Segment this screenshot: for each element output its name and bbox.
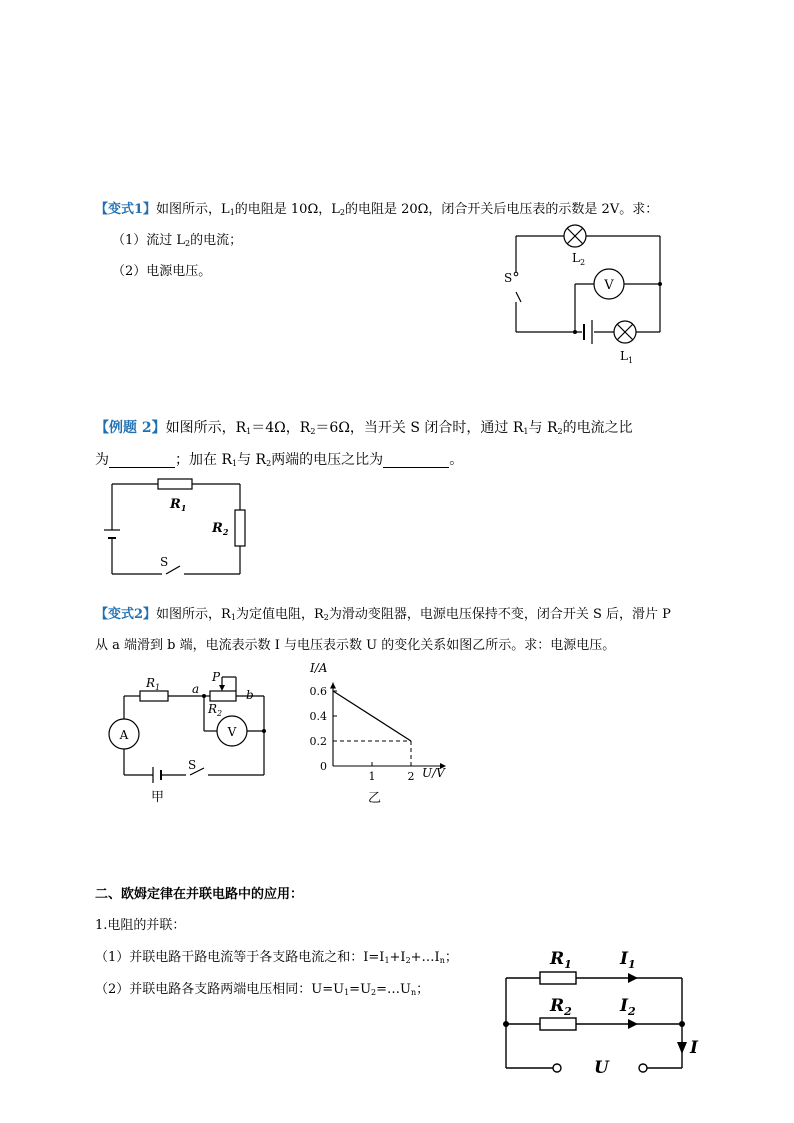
text: 的电流之比 bbox=[562, 420, 633, 436]
r1-label: $R_1$ bbox=[146, 676, 161, 692]
text: 两端的电压之比为 bbox=[271, 452, 384, 468]
sub: 1 bbox=[230, 613, 236, 622]
text: 为 bbox=[95, 452, 109, 468]
sub: 2 bbox=[266, 459, 272, 468]
text: 为定值电阻，R bbox=[235, 607, 324, 622]
voltmeter-label: V bbox=[227, 725, 237, 739]
current-arrow-icon bbox=[677, 1042, 687, 1054]
x-tick-label: 1 bbox=[368, 770, 376, 783]
r1-label: $R_1$ bbox=[550, 949, 572, 971]
series-line bbox=[333, 691, 411, 741]
switch-label: S bbox=[504, 271, 513, 285]
text: （2）并联电路各支路两端电压相同：U=U bbox=[95, 982, 345, 997]
text: =U bbox=[349, 982, 372, 997]
variant1-question-2: （2）电源电压。 bbox=[112, 264, 212, 279]
example2-line-2 bbox=[95, 452, 463, 468]
sub: 1 bbox=[246, 427, 252, 436]
terminal-icon bbox=[639, 1064, 647, 1072]
sub: n bbox=[410, 988, 417, 997]
current-arrow-icon bbox=[628, 973, 638, 983]
end-b-label: b bbox=[246, 688, 254, 702]
text: 如图所示，R bbox=[165, 420, 247, 436]
sub: 1 bbox=[232, 459, 238, 468]
section2-subheading: 1.电阻的并联： bbox=[95, 918, 186, 933]
r1-label: $R_1$ bbox=[170, 497, 187, 513]
text: 为滑动变阻器，电源电压保持不变，闭合开关 S 后，滑片 P bbox=[328, 607, 671, 622]
y-tick-label: 0.4 bbox=[309, 710, 327, 723]
variant1-circuit-diagram bbox=[496, 222, 672, 367]
answer-blank-1[interactable] bbox=[109, 454, 175, 468]
voltmeter-label: V bbox=[604, 278, 614, 293]
switch-label: S bbox=[188, 758, 197, 772]
sub: 2 bbox=[557, 427, 563, 436]
variant2-tag: 【变式2】 bbox=[95, 607, 157, 622]
end-a-label: a bbox=[192, 682, 200, 696]
r2-label: $R_2$ bbox=[208, 702, 223, 718]
current-arrow-icon bbox=[628, 1019, 638, 1029]
slider-p-label: P bbox=[212, 670, 221, 684]
example2-tag: 【例题 2】 bbox=[95, 420, 166, 436]
variant2-circuit-diagram bbox=[104, 665, 280, 805]
junction-dot bbox=[262, 729, 266, 733]
text: 如图所示，R bbox=[156, 607, 231, 622]
lamp-l2-label: $L_2$ bbox=[572, 251, 586, 267]
answer-blank-2[interactable] bbox=[383, 454, 449, 468]
figure-caption-yi: 乙 bbox=[368, 791, 382, 806]
figure-caption-jia: 甲 bbox=[151, 790, 165, 805]
i-label: I bbox=[690, 1038, 698, 1058]
sub: 1 bbox=[523, 427, 529, 436]
lamp-l1-icon bbox=[614, 321, 636, 343]
text: ＝4Ω，R bbox=[251, 420, 311, 436]
terminal-icon bbox=[553, 1064, 561, 1072]
junction-dot bbox=[202, 694, 206, 698]
example2-line-1 bbox=[95, 420, 633, 436]
ammeter-label: A bbox=[119, 728, 129, 742]
y-tick-label: 0.2 bbox=[309, 735, 327, 748]
text: +…I bbox=[410, 950, 440, 965]
junction-dot bbox=[679, 1021, 685, 1027]
lamp-l2-icon bbox=[564, 225, 586, 247]
r2-label: $R_2$ bbox=[212, 521, 229, 537]
slider-arrow-icon bbox=[219, 685, 225, 691]
text: ； bbox=[444, 950, 458, 965]
sub: 1 bbox=[384, 956, 390, 965]
sub: n bbox=[439, 956, 445, 965]
x-tick-label: 2 bbox=[407, 770, 415, 783]
sub: 1 bbox=[229, 208, 235, 217]
y-axis-arrow-icon bbox=[330, 683, 336, 689]
switch-contact bbox=[514, 272, 518, 276]
junction-dot bbox=[573, 330, 577, 334]
text: =…U bbox=[376, 982, 411, 997]
chart-series bbox=[333, 691, 411, 741]
y-tick-label: 0 bbox=[320, 760, 327, 773]
y-axis-label: I/A bbox=[310, 661, 328, 675]
text: 与 R bbox=[237, 452, 267, 468]
sub: 2 bbox=[371, 988, 377, 997]
sub: 2 bbox=[310, 427, 316, 436]
parallel-circuit-diagram bbox=[494, 940, 704, 1080]
switch-label: S bbox=[160, 555, 169, 569]
r2-label: $R_2$ bbox=[550, 996, 572, 1018]
sub: 2 bbox=[405, 956, 411, 965]
section2-point-2 bbox=[95, 982, 429, 998]
text: 与 R bbox=[528, 420, 558, 436]
variant2-line-1 bbox=[95, 607, 671, 623]
lamp-l1-label: $L_1$ bbox=[620, 349, 634, 365]
sub: 2 bbox=[323, 613, 329, 622]
example2-circuit-diagram bbox=[100, 472, 260, 582]
junction-dot bbox=[658, 282, 662, 286]
x-axis-label: U/V bbox=[422, 766, 445, 780]
variant1-question-1 bbox=[112, 233, 242, 249]
variant1-text-a: 如图所示，L bbox=[156, 202, 230, 217]
variant2-line-2: 从 a 端滑到 b 端，电流表示数 I 与电压表示数 U 的变化关系如图乙所示。求：电源电压。 bbox=[95, 638, 616, 653]
variant1-text-c: 的电阻是 20Ω，闭合开关后电压表的示数是 2V。求： bbox=[344, 202, 659, 217]
sub: 1 bbox=[344, 988, 350, 997]
i2-label: $I_2$ bbox=[620, 996, 636, 1018]
text: （1）并联电路干路电流等于各支路电流之和：I=I bbox=[95, 950, 385, 965]
section2-heading: 二、欧姆定律在并联电路中的应用： bbox=[95, 887, 304, 902]
iu-graph bbox=[300, 658, 460, 808]
q-text: 的电流； bbox=[190, 233, 243, 248]
sub: 2 bbox=[339, 208, 345, 217]
text: +I bbox=[389, 950, 406, 965]
variant1-text-b: 的电阻是 10Ω，L bbox=[234, 202, 340, 217]
sub: 2 bbox=[185, 239, 191, 248]
y-tick-label: 0.6 bbox=[309, 685, 327, 698]
section2-point-1 bbox=[95, 950, 458, 966]
i1-label: $I_1$ bbox=[620, 949, 636, 971]
q-text: （1）流过 L bbox=[112, 233, 186, 248]
variant1-stem bbox=[95, 202, 658, 218]
u-label: U bbox=[594, 1058, 609, 1078]
variant1-tag: 【变式1】 bbox=[95, 202, 157, 217]
junction-dot bbox=[503, 1021, 509, 1027]
text: ； bbox=[416, 982, 430, 997]
text: ＝6Ω，当开关 S 闭合时，通过 R bbox=[315, 420, 524, 436]
text: ；加在 R bbox=[175, 452, 232, 468]
chart-ticks bbox=[310, 685, 415, 783]
text: 。 bbox=[449, 452, 464, 468]
